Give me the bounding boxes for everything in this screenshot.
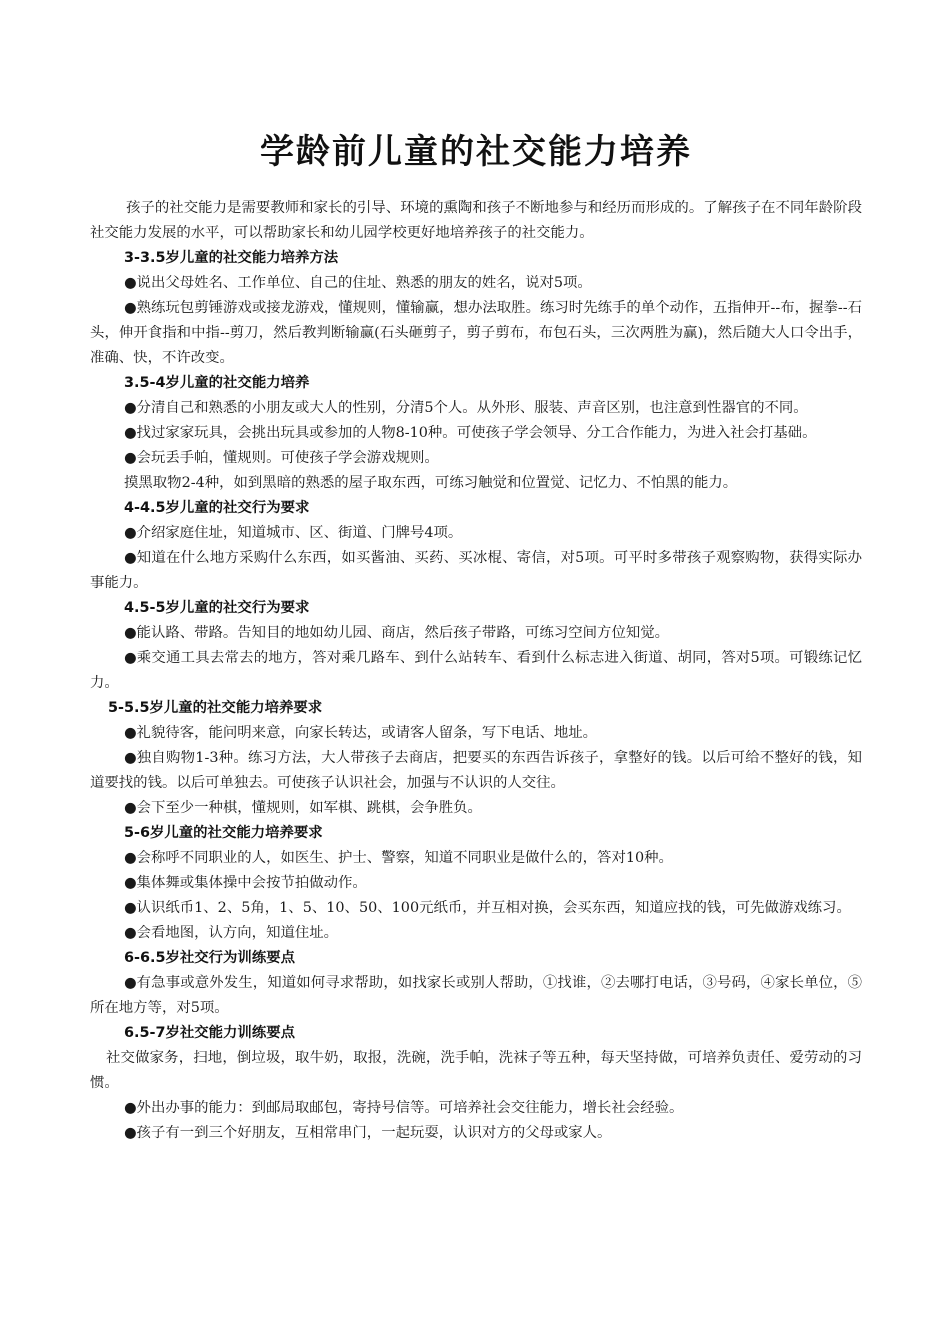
document-page (90, 0, 862, 1146)
list-item: ●找过家家玩具，会挑出玩具或参加的人物8-10种。可使孩子学会领导、分工合作能力，为进入社会打基础。 (124, 425, 817, 441)
section-heading: 6-6.5岁社交行为训练要点 (124, 950, 295, 966)
list-item: ●知道在什么地方采购什么东西，如买酱油、买药、买冰棍、寄信，对5项。可平时多带孩子观察购物，获得实际办事能力。 (90, 550, 862, 591)
list-item: ●独自购物1-3种。练习方法，大人带孩子去商店，把要买的东西告诉孩子，拿整好的钱。以后可给不整好的钱，知道要找的钱。以后可单独去。可使孩子认识社会，加强与不认识的人交往。 (90, 750, 862, 791)
list-item: ●会玩丢手帕，懂规则。可使孩子学会游戏规则。 (124, 450, 439, 466)
section-heading: 6.5-7岁社交能力训练要点 (124, 1025, 295, 1041)
section-heading: 4.5-5岁儿童的社交行为要求 (124, 600, 310, 616)
list-item: ●孩子有一到三个好朋友，互相常串门，一起玩耍，认识对方的父母或家人。 (124, 1125, 612, 1141)
list-item: ●说出父母姓名、工作单位、自己的住址、熟悉的朋友的姓名，说对5项。 (124, 275, 592, 291)
list-item: ●礼貌待客，能问明来意，向家长转达，或请客人留条，写下电话、地址。 (124, 725, 598, 741)
list-item: ●会称呼不同职业的人，如医生、护士、警察，知道不同职业是做什么的，答对10种。 (124, 850, 673, 866)
list-item: ●会下至少一种棋，懂规则，如军棋、跳棋，会争胜负。 (124, 800, 482, 816)
section-heading: 3-3.5岁儿童的社交能力培养方法 (124, 250, 339, 266)
list-item: 摸黑取物2-4种，如到黑暗的熟悉的屋子取东西，可练习触觉和位置觉、记忆力、不怕黑的能力。 (124, 475, 738, 491)
list-item: ●会看地图，认方向，知道住址。 (124, 925, 339, 941)
page-title: 学龄前儿童的社交能力培养 (260, 132, 692, 172)
list-item: 社交做家务，扫地，倒垃圾，取牛奶，取报，洗碗，洗手帕，洗袜子等五种，每天坚持做，可培养负责任、爱劳动的习惯。 (90, 1050, 862, 1091)
list-item: ●能认路、带路。告知目的地如幼儿园、商店，然后孩子带路，可练习空间方位知觉。 (124, 625, 670, 641)
intro-paragraph: 孩子的社交能力是需要教师和家长的引导、环境的熏陶和孩子不断地参与和经历而形成的。了解孩子在不同年龄阶段社交能力发展的水平，可以帮助家长和幼儿园学校更好地培养孩子的社交能力。 (90, 200, 862, 241)
section-heading: 3.5-4岁儿童的社交能力培养 (124, 375, 310, 391)
section-heading: 5-6岁儿童的社交能力培养要求 (124, 825, 323, 841)
list-item: ●有急事或意外发生，知道如何寻求帮助，如找家长或别人帮助，①找谁，②去哪打电话，③号码，④家长单位，⑤所在地方等，对5项。 (90, 975, 862, 1016)
list-item: ●集体舞或集体操中会按节拍做动作。 (124, 875, 367, 891)
list-item: ●分清自己和熟悉的小朋友或大人的性别，分清5个人。从外形、服装、声音区别，也注意到性器官的不同。 (124, 400, 808, 416)
section-heading: 4-4.5岁儿童的社交行为要求 (124, 500, 310, 516)
list-item: ●乘交通工具去常去的地方，答对乘几路车、到什么站转车、看到什么标志进入街道、胡同，答对5项。可锻练记忆力。 (90, 650, 862, 691)
list-item: ●熟练玩包剪锤游戏或接龙游戏，懂规则，懂输赢，想办法取胜。练习时先练手的单个动作，五指伸开--布，握拳--石头，伸开食指和中指--剪刀，然后教判断输赢(石头砸剪子，剪子剪布，布包石头，三次两胜为赢)，然后随大人口令出手，准确、快，不许改变。 (90, 300, 862, 366)
list-item: ●介绍家庭住址，知道城市、区、街道、门牌号4项。 (124, 525, 463, 541)
list-item: ●认识纸币1、2、5角，1、5、10、50、100元纸币，并互相对换，会买东西，知道应找的钱，可先做游戏练习。 (124, 900, 851, 916)
list-item: ●外出办事的能力：到邮局取邮包，寄持号信等。可培养社会交往能力，增长社会经验。 (124, 1100, 684, 1116)
section-heading: 5-5.5岁儿童的社交能力培养要求 (108, 700, 323, 716)
document-body (90, 196, 862, 1146)
